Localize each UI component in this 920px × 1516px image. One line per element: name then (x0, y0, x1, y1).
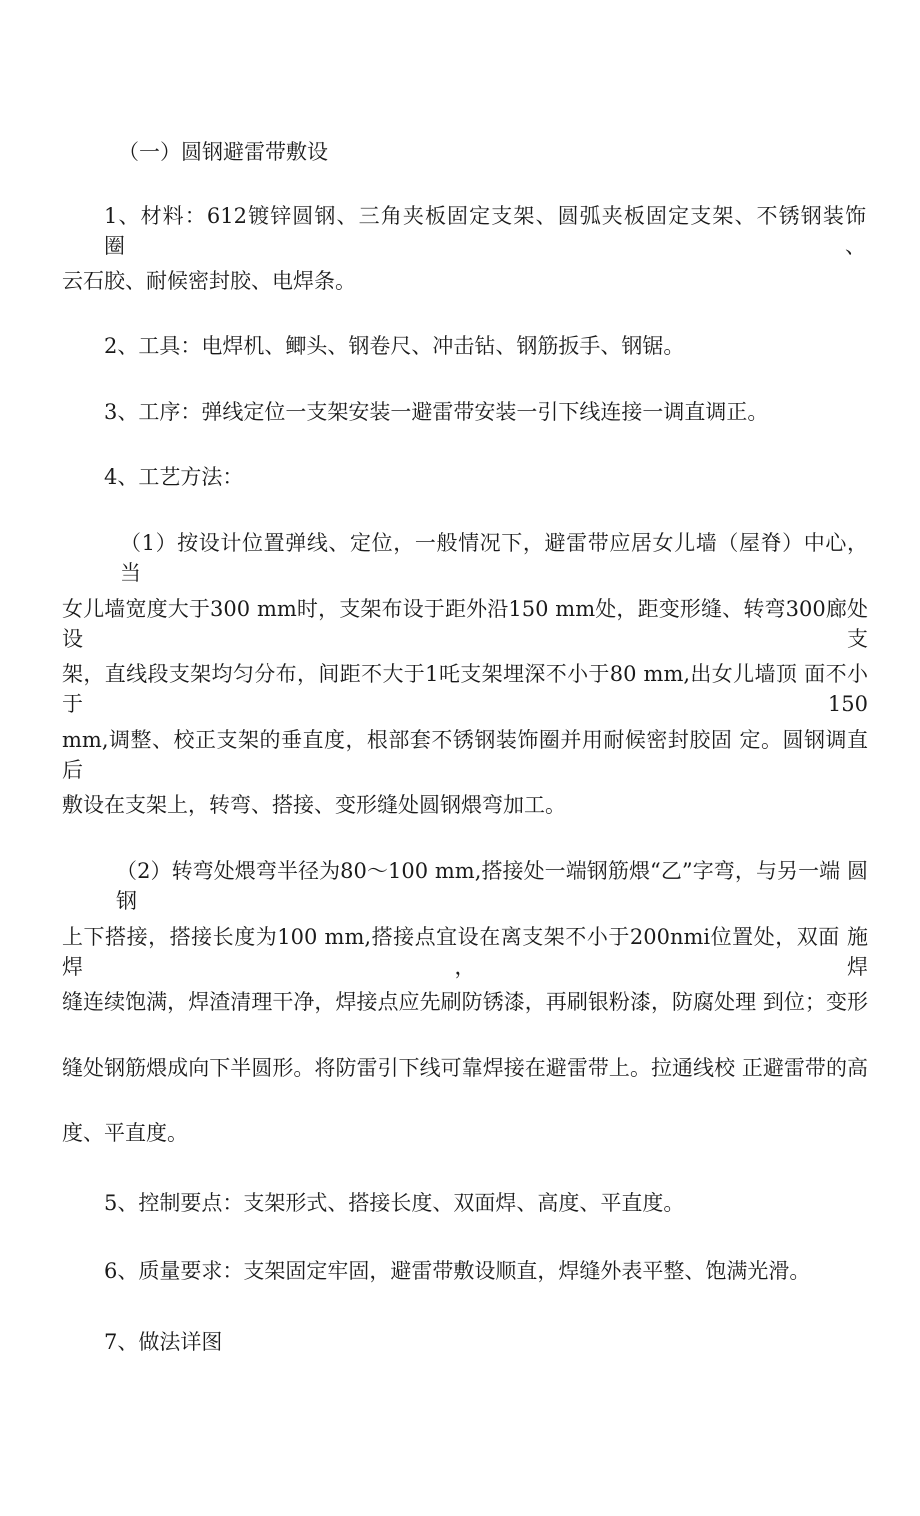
sub2-line4: 缝处钢筋煨成向下半圆形。将防雷引下线可靠焊接在避雷带上。拉通线校 正避雷带的高 (62, 1056, 868, 1080)
sub1-line4: mm,调整、校正支架的垂直度，根部套不锈钢装饰圈并用耐候密封胶固 定。圆钢调直后 (62, 728, 868, 782)
item7-text: 7、做法详图 (104, 1330, 223, 1354)
sub2-line2: 上下搭接，搭接长度为100 mm,搭接点宜设在离支架不小于200nmi位置处，双面 施焊，焊 (62, 925, 868, 979)
sub1-line2: 女儿墙宽度大于300 mm时，支架布设于距外沿150 mm处，距变形缝、转弯300廊处 设支 (62, 597, 868, 651)
sub2-line1: （2）转弯处煨弯半径为80〜100 mm,搭接处一端钢筋煨“乙”字弯，与另一端 圆钢 (116, 859, 868, 913)
item4-text: 4、工艺方法： (104, 465, 244, 489)
sub1-line3: 架，直线段支架均匀分布，间距不大于1吒支架埋深不小于80 mm,出女儿墙顶 面不小于150 (62, 662, 868, 716)
item6-text: 6、质量要求：支架固定牢固，避雷带敷设顺直，焊缝外表平整、饱满光滑。 (104, 1259, 811, 1283)
item5-text: 5、控制要点：支架形式、搭接长度、双面焊、高度、平直度。 (104, 1191, 685, 1215)
item1-line2: 云石胶、耐候密封胶、电焊条。 (62, 269, 356, 293)
section-heading: （一）圆钢避雷带敷设 (118, 140, 328, 164)
item1-line1: 1、材料：612镀锌圆钢、三角夹板固定支架、圆弧夹板固定支架、不锈钢装饰 圈、 (104, 204, 866, 258)
sub1-line1: （1）按设计位置弹线、定位，一般情况下，避雷带应居女儿墙（屋脊）中心， 当 (120, 531, 868, 585)
item3-text: 3、工序：弹线定位一支架安装一避雷带安装一引下线连接一调直调正。 (104, 400, 769, 424)
sub2-line5: 度、平直度。 (62, 1121, 188, 1145)
item2-text: 2、工具：电焊机、鲫头、钢卷尺、冲击钻、钢筋扳手、钢锯。 (104, 334, 685, 358)
sub2-line3: 缝连续饱满，焊渣清理干净，焊接点应先刷防锈漆，再刷银粉漆，防腐处理 到位；变形 (62, 990, 868, 1014)
sub1-line5: 敷设在支架上，转弯、搭接、变形缝处圆钢煨弯加工。 (62, 793, 566, 817)
